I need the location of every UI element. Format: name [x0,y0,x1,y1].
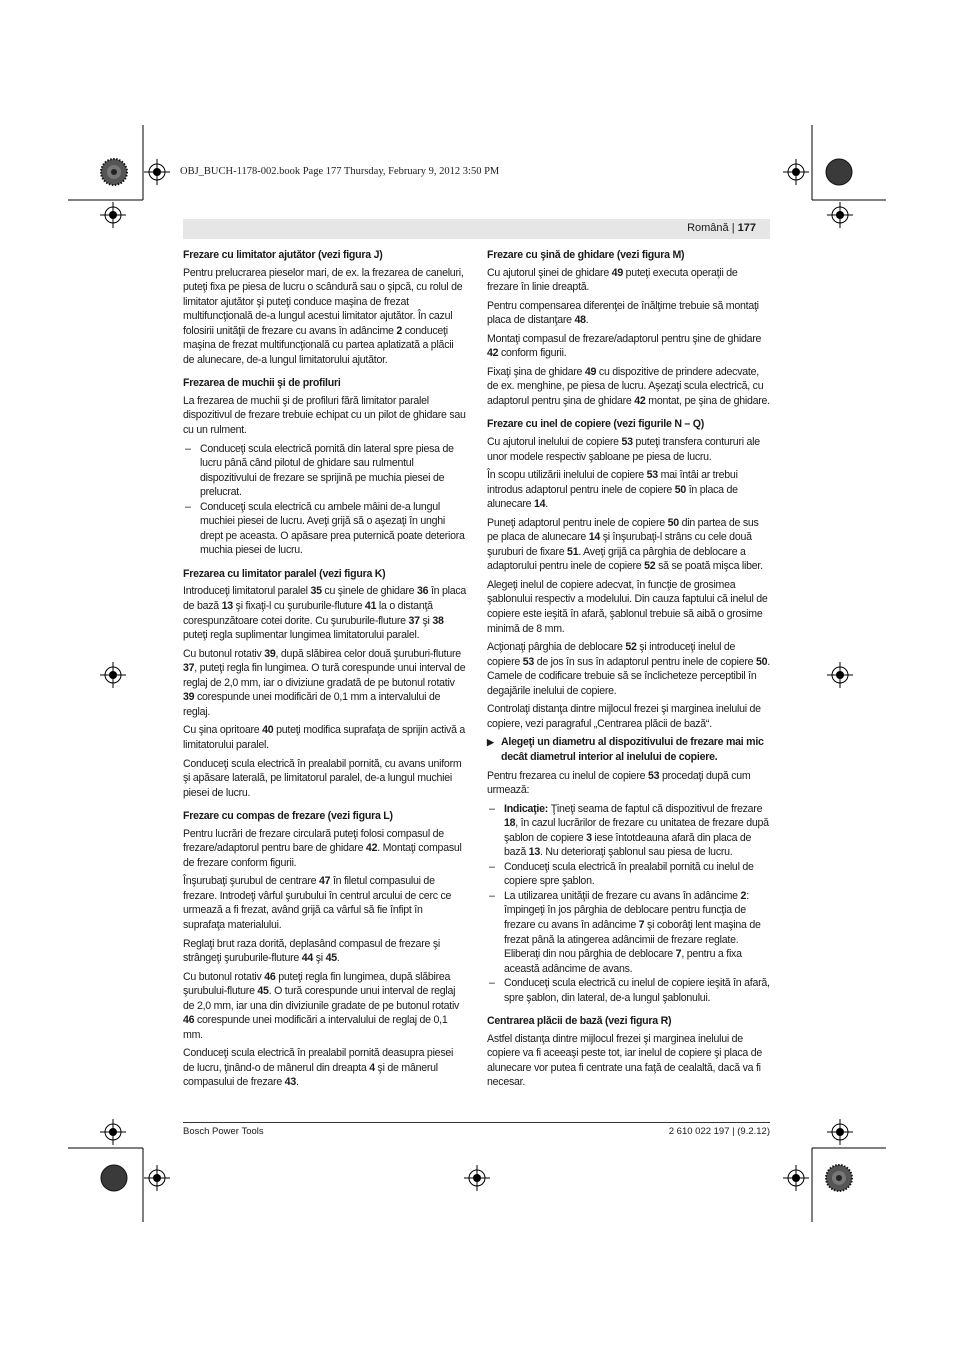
print-slug: OBJ_BUCH-1178-002.book Page 177 Thursday, February 9, 2012 3:50 PM [180,166,500,177]
part-number: 46 [183,1014,195,1027]
paragraph: Montaţi compasul de frezare/adaptorul pentru şine de ghidare 42 conform figurii. [487,332,762,360]
part-number: 47 [318,875,331,888]
part-number: 50 [755,655,768,668]
paragraph: În scopu utilizării inelului de copiere 53 mai întâi ar trebui introdus adaptorul pentru inele de copiere 50 în placa de alunecare 14. [487,469,738,511]
part-number: 52 [625,641,637,654]
header-language: Română [687,222,729,234]
paragraph: Astfel distanţa dintre mijlocul frezei şi marginea inelului de copiere va fi aceeaşi peste tot, iar inelul de copiere şi placa de alunecare vor putea fi centrate una faţă de cealaltă, dacă va fi necesar. [487,1032,762,1089]
warning-text: Alegeţi un diametru al dispozitivului de frezare mai mic decât diametrul interior al inelului de copiere. [501,736,764,763]
part-number: 2 [396,324,403,337]
paragraph: Pentru frezarea cu inelul de copiere 53 procedaţi după cum urmează: [487,769,751,797]
section-heading: Frezare cu şină de ghidare (vezi figura M) [487,249,685,261]
paragraph: Puneţi adaptorul pentru inele de copiere 50 din partea de sus pe placa de alunecare 14 şi înşurubaţi-l strâns cu cele două şuruburi de fixare 51. Aveţi grijă ca pârghia de deblocare a adaptorului pentru inele de copiere 52 să se poată mişca liber. [487,516,763,573]
part-number: 18 [504,817,516,830]
footer-rule [183,1122,770,1123]
footer-brand: Bosch Power Tools [183,1126,264,1137]
list-item: – Indicaţie: Ţineţi seama de faptul că dispozitivul de frezare 18, în cazul lucrărilor de frezare cu unitatea de frezare după şablon de copiere 3 iese întotdeauna afară din placa de bază 13. Nu deterioraţi şablonul sau piesa de lucru. [487,802,770,860]
section-heading: Centrarea plăcii de bază (vezi figura R) [487,1015,672,1028]
part-number: 7 [638,918,645,931]
bullet-list [183,442,467,558]
part-number: 14 [533,498,546,511]
header-text [687,222,756,234]
footer-code: 2 610 022 197 | (9.2.12) [668,1126,770,1137]
part-number: 49 [584,365,597,378]
page-number: 177 [737,222,756,234]
paragraph: Alegeţi inelul de copiere adecvat, în funcţie de grosimea şablonului respectiv a modelului. Din cauza faptului că inelul de copiere este ieşită în afară, şablonul trebuie să aibă o grosime minimă de 8 mm. [487,578,768,635]
part-number: 7 [675,948,682,961]
part-number: 53 [647,769,660,782]
paragraph: Conduceţi scula electrică în prealabil pornită deasupra piesei de lucru, ţinând-o de mânerul din dreapta 4 şi de mânerul compasului de frezare 43. [183,1047,454,1089]
part-number: 52 [644,560,656,573]
paragraph: Pentru lucrări de frezare circulară puteţi folosi compasul de frezare/adaptorul pentru bare de ghidare 42. Montaţi compasul de frezare conform figurii. [183,827,462,869]
part-number: 4 [369,1061,375,1074]
paragraph: La frezarea de muchii şi de profiluri fără limitator paralel dispozitivul de frezare trebuie echipat cu un pilot de ghidare sau cu un rulment. [183,394,466,437]
part-number: 53 [522,655,534,668]
part-number: 13 [528,846,540,859]
paragraph: Introduceţi limitatorul paralel 35 cu şinele de ghidare 36 în placa de bază 13 şi fixaţi-l cu şuruburile-fluture 41 la o distanţă corespunzătoare cotei dorite. Cu şuruburile-fluture 37 şi 38 puteţi regla suplimentar lungimea limitatorului paralel. [183,585,467,642]
part-number: 48 [574,314,586,327]
paragraph: Pentru prelucrarea pieselor mari, de ex. la frezarea de caneluri, puteţi fixa pe piesa de lucru o scândură sau o şipcă, cu rolul de limitator ajutător şi puteţi conduce maşina de frezat multifuncţională de-a lungul acestui limitator ajutător. În cazul folosirii unităţii de frezare cu avans în adâncime 2 conduceţi maşina de frezat multifuncţională cu partea aplatizată a plăcii de alunecare, de-a lungul limitatorului ajutător. [183,266,464,366]
part-number: 42 [365,842,378,855]
part-number: Indicaţie: [504,802,549,815]
right-column [487,248,770,1094]
warning-note [487,735,770,764]
bullet-list [487,802,770,1006]
part-number: 51 [567,545,579,558]
left-column [183,248,467,1094]
part-number: 49 [611,266,623,279]
section-heading: Frezarea de muchii şi de profiluri [183,377,341,390]
paragraph: Cu ajutorul inelului de copiere 53 puteţi transfera contururi ale unor modele respectiv şabloane pe piesa de lucru. [487,436,760,463]
part-number: 53 [621,436,633,449]
part-number: 39 [183,691,195,704]
paragraph: Fixaţi şina de ghidare 49 cu dispozitive de prindere adecvate, de ex. menghine, pe piesa de lucru. Aşezaţi scula electrică, cu adaptorul pentru şina de ghidare 42 montat, pe şina de ghidare. [487,365,770,407]
paragraph: Cu şina opritoare 40 puteţi modifica suprafaţa de sprijin activă a limitatorului paralel. [183,724,466,751]
paragraph: Cu butonul rotativ 46 puteţi regla fin lungimea, după slăbirea şurubului-fluture 45. O tură corespunde unui interval de reglaj de 2,0 mm, iar una din diviziunile gradate de pe butonul rotativ 46 corespunde unei modificări a intervalului de reglaj de 0,1 mm. [183,970,460,1041]
part-number: 35 [310,585,322,598]
list-item: – Conduceţi scula electrică pornită din lateral spre piesa de lucru până când pilotul de ghidare sau rulmentul dispozitivului de frezare se sprijină pe muchia piesei de prelucrat. [183,442,467,500]
section-heading: Frezarea cu limitator paralel (vezi figura K) [183,567,386,580]
part-number: 45 [257,985,269,998]
part-number: 13 [221,600,233,613]
paragraph: Cu butonul rotativ 39, după slăbirea celor două şuruburi-fluture 37, puteţi regla fin lungimea. O tură corespunde unui interval de reglaj de 2,0 mm, iar o diviziune gradată de pe butonul rotativ 39 corespunde unei modificări de 0,1 mm a intervalului de reglaj. [183,647,466,718]
part-number: 46 [264,970,276,983]
section-heading: Frezare cu compas de frezare (vezi figura L) [183,810,393,823]
part-number: 37 [408,614,420,627]
paragraph: Înşurubaţi şurubul de centrare 47 în filetul compasului de frezare. Introdeţi vârful şurubului în centrul arcului de cerc ce urmează a fi frezat, având grijă ca vârful să fie înfipt în suprafaţa materialului. [183,875,452,931]
part-number: 40 [262,724,274,737]
list-item: – Conduceţi scula electrică în prealabil pornită cu inelul de copiere spre şablon. [487,860,770,889]
part-number: 14 [588,531,600,544]
section-heading: Frezare cu inel de copiere (vezi figurile N – Q) [487,418,705,431]
part-number: 50 [674,483,687,496]
arrow-right-icon: ▶ [487,737,494,748]
part-number: 50 [667,516,679,529]
paragraph: Conduceţi scula electrică în prealabil pornită, cu avans uniform şi apăsare laterală, pe limitatorul paralel, de-a lungul muchiei piesei de lucru. [183,757,462,799]
section-heading: Frezare cu limitator ajutător (vezi figura J) [183,249,383,261]
paragraph: Acţionaţi pârghia de deblocare 52 şi introduceţi inelul de copiere 53 de jos în sus în adaptorul pentru inele de copiere 50. Camele de codificare trebuie să se înclicheteze perceptibil în degajările inelului de copiere. [487,641,770,697]
part-number: 39 [264,647,276,660]
part-number: 38 [432,614,444,627]
list-item: – Conduceţi scula electrică cu ambele mâini de-a lungul muchiei piesei de lucru. Aveţi grijă să o aşezaţi în unghi drept pe aceasta. O apăsare prea puternică poate deteriora muchia piesei de lucru. [183,500,467,558]
part-number: 2 [740,889,747,902]
part-number: 42 [487,347,499,360]
part-number: 42 [634,394,646,407]
part-number: 37 [183,662,195,675]
part-number: 45 [325,952,337,965]
part-number: 3 [586,831,592,844]
list-item: – Conduceţi scula electrică cu inelul de copiere ieşită în afară, spre şablon, din lateral, de-a lungul şablonului. [487,976,770,1005]
paragraph: Cu ajutorul şinei de ghidare 49 puteţi executa operaţii de frezare în linie dreaptă. [487,266,738,294]
paragraph: Pentru compensarea diferenţei de înălţime trebuie să montaţi placa de distanţare 48. [487,299,759,327]
page-header [183,219,770,239]
header-separator: | [731,222,735,234]
paragraph: Controlaţi distanţa dintre mijlocul frezei şi marginea inelului de copiere, vezi paragraful „Centrarea plăcii de bază“. [487,703,761,730]
list-item: – La utilizarea unităţii de frezare cu avans în adâncime 2: împingeţi în jos pârghia de deblocare pentru funcţia de frezare cu avans în adâncime 7 şi coborâţi lent maşina de frezat până la atingerea adâncimii de frezare reglate. Eliberaţi din nou pârghia de deblocare 7, pentru a fixa această adâncime de avans. [487,889,770,976]
part-number: 43 [284,1076,296,1089]
paragraph: Reglaţi brut raza dorită, deplasând compasul de frezare şi strângeţi şuruburile-fluture 44 şi 45. [183,937,440,965]
part-number: 41 [364,600,377,613]
part-number: 44 [301,952,314,965]
part-number: 36 [416,585,429,598]
part-number: 53 [646,469,658,482]
